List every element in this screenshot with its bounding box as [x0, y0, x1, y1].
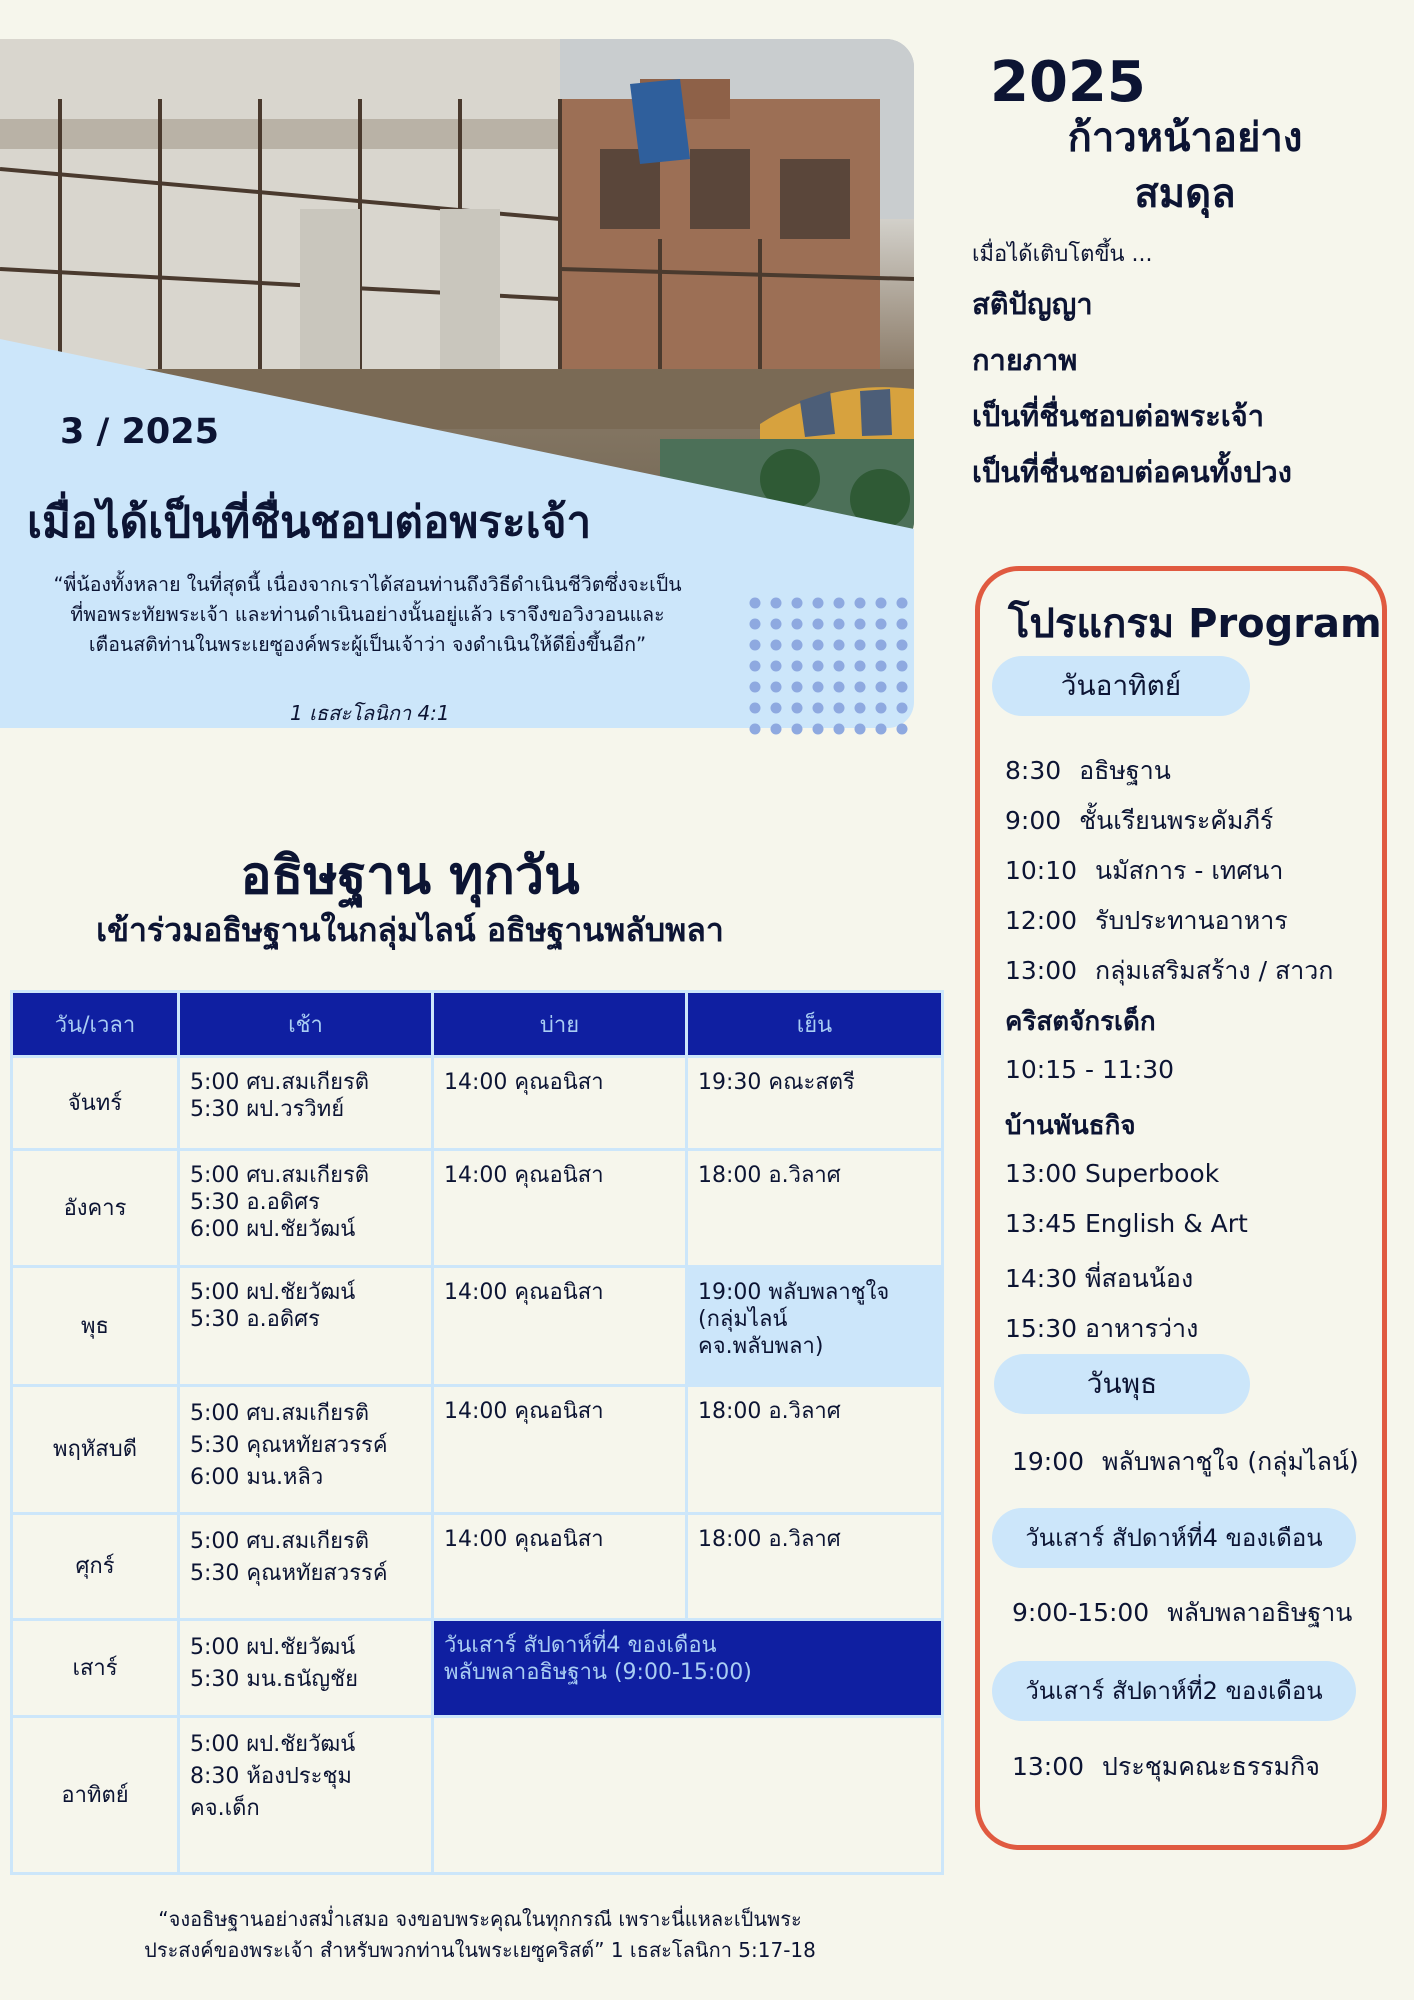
verse-reference: 1 เธสะโลนิกา 4:1 [290, 701, 450, 725]
cell-line: 5:00 ศบ.สมเกียรติ [190, 1070, 370, 1095]
empty-cell [433, 1717, 943, 1874]
prayer-schedule-table [10, 990, 944, 1875]
program-row [1012, 1747, 1320, 1787]
program-activity: อธิษฐาน [1079, 756, 1171, 785]
program-time: 19:00 [1012, 1447, 1085, 1476]
program-box [975, 566, 1387, 1850]
cell-line: 18:00 อ.วิลาศ [698, 1399, 841, 1424]
cell-line: 14:00 คุณอนิสา [444, 1527, 604, 1552]
program-row [1012, 1442, 1359, 1482]
cell-line: 5:00 ศบ.สมเกียรติ [190, 1529, 370, 1554]
cell-line: 14:00 คุณอนิสา [444, 1280, 604, 1305]
table-row [12, 1717, 943, 1874]
theme-year: 2025 [990, 50, 1146, 115]
program-time: 10:10 [1005, 856, 1078, 885]
table-row [12, 1057, 943, 1150]
mission-row: 13:45 English & Art [1005, 1209, 1248, 1238]
verse-line: ที่พอพระทัยพระเจ้า และท่านดำเนินอย่างนั้นอยู่แล้ว เราจึงขอวิงวอนและ [70, 603, 665, 626]
cell-line: คจ.เด็ก [190, 1796, 260, 1821]
growth-item: เป็นที่ชื่นชอบต่อคนทั้งปวง [972, 455, 1292, 489]
table-row [12, 1386, 943, 1514]
wednesday-pill: วันพุธ [994, 1354, 1250, 1414]
program-activity: ประชุมคณะธรรมกิจ [1102, 1752, 1320, 1781]
program-row [1012, 1593, 1352, 1633]
verse-line: “พี่น้องทั้งหลาย ในที่สุดนี้ เนื่องจากเราได้สอนท่านถึงวิธีดำเนินชีวิตซึ่งจะเป็น [53, 573, 682, 596]
growth-item: สติปัญญา [972, 287, 1093, 321]
cell-line: 18:00 อ.วิลาศ [698, 1527, 841, 1552]
cell-line: พลับพลาอธิษฐาน (9:00-15:00) [444, 1660, 752, 1685]
cell-line: 5:30 อ.อดิศร [190, 1190, 320, 1215]
cell-line: 14:00 คุณอนิสา [444, 1399, 604, 1424]
cell-line: 5:00 ศบ.สมเกียรติ [190, 1401, 370, 1426]
verse-text [30, 570, 705, 660]
cell-line: 5:00 ศบ.สมเกียรติ [190, 1163, 370, 1188]
column-header: เช้า [179, 992, 433, 1057]
cell-line: 5:30 อ.อดิศร [190, 1307, 320, 1332]
cell-line: คจ.พลับพลา) [698, 1334, 824, 1359]
saturday-week2-pill: วันเสาร์ สัปดาห์ที่2 ของเดือน [992, 1661, 1356, 1721]
morning-cell [179, 1057, 433, 1150]
program-row [1005, 901, 1288, 941]
cell-line: 8:30 ห้องประชุม [190, 1764, 352, 1789]
morning-cell [179, 1150, 433, 1267]
day-cell: จันทร์ [12, 1057, 179, 1150]
day-cell: อังคาร [12, 1150, 179, 1267]
growth-list [972, 280, 1292, 504]
table-row [12, 1620, 943, 1717]
cell-line: 5:30 คุณหทัยสวรรค์ [190, 1433, 388, 1458]
growth-lead: เมื่อได้เติบโตขึ้น ... [972, 242, 1153, 267]
mission-row: 15:30 อาหารว่าง [1005, 1314, 1199, 1343]
evening-cell-highlight [687, 1267, 943, 1386]
cell-line: 6:00 มน.หลิว [190, 1465, 324, 1490]
sunday-pill: วันอาทิตย์ [992, 656, 1250, 716]
table-row [12, 1514, 943, 1620]
cell-line: 5:00 ผป.ชัยวัฒน์ [190, 1280, 356, 1305]
cell-line: 18:00 อ.วิลาศ [698, 1163, 841, 1188]
quote-line: “จงอธิษฐานอย่างสม่ำเสมอ จงขอบพระคุณในทุกกรณี เพราะนี่แหละเป็นพระ [158, 1907, 802, 1931]
morning-cell [179, 1717, 433, 1874]
evening-cell [687, 1150, 943, 1267]
kids-church-time: 10:15 - 11:30 [1005, 1055, 1175, 1084]
table-row [12, 1267, 943, 1386]
cell-line: 5:30 ผป.วรวิทย์ [190, 1097, 345, 1122]
theme-line: ก้าวหน้าอย่าง [1067, 115, 1303, 161]
day-cell: เสาร์ [12, 1620, 179, 1717]
column-header: วัน/เวลา [12, 992, 179, 1057]
afternoon-cell [433, 1386, 687, 1514]
footer-quote [100, 1904, 860, 1966]
cell-line: 19:00 พลับพลาชูใจ [698, 1280, 890, 1305]
program-activity: พลับพลาอธิษฐาน [1167, 1598, 1353, 1627]
quote-line: ประสงค์ของพระเจ้า สำหรับพวกท่านในพระเยซูคริสต์” 1 เธสะโลนิกา 5:17-18 [144, 1938, 816, 1962]
program-activity: รับประทานอาหาร [1095, 906, 1288, 935]
saturday-week4-pill: วันเสาร์ สัปดาห์ที่4 ของเดือน [992, 1508, 1356, 1568]
program-activity: ชั้นเรียนพระคัมภีร์ [1079, 806, 1274, 835]
program-time: 12:00 [1005, 906, 1078, 935]
cell-line: 5:30 คุณหทัยสวรรค์ [190, 1561, 388, 1586]
program-row [1005, 951, 1333, 991]
dot-pattern-icon [749, 597, 909, 747]
table-header-row [12, 992, 943, 1057]
evening-cell [687, 1514, 943, 1620]
day-cell: ศุกร์ [12, 1514, 179, 1620]
growth-item: เป็นที่ชื่นชอบต่อพระเจ้า [972, 399, 1264, 433]
hero-title: เมื่อได้เป็นที่ชื่นชอบต่อพระเจ้า [27, 497, 592, 548]
evening-cell [687, 1386, 943, 1514]
program-activity: พลับพลาชูใจ (กลุ่มไลน์) [1102, 1447, 1359, 1476]
cell-line: 5:00 ผป.ชัยวัฒน์ [190, 1635, 356, 1660]
program-time: 13:00 [1005, 956, 1078, 985]
mission-row: 13:00 Superbook [1005, 1159, 1220, 1188]
cell-line: 5:00 ผป.ชัยวัฒน์ [190, 1732, 356, 1757]
cell-line: (กลุ่มไลน์ [698, 1307, 788, 1332]
prayer-subtitle: เข้าร่วมอธิษฐานในกลุ่มไลน์ อธิษฐานพลับพลา [96, 911, 724, 949]
day-cell: อาทิตย์ [12, 1717, 179, 1874]
afternoon-cell [433, 1057, 687, 1150]
program-title: โปรแกรม Program [1008, 601, 1382, 647]
hero-section [0, 39, 914, 728]
cell-line: 19:30 คณะสตรี [698, 1070, 855, 1095]
program-row [1005, 801, 1273, 841]
morning-cell [179, 1386, 433, 1514]
evening-cell [687, 1057, 943, 1150]
table-row [12, 1150, 943, 1267]
program-time: 9:00-15:00 [1012, 1598, 1150, 1627]
program-row [1005, 751, 1171, 791]
mission-house-label: บ้านพันธกิจ [1005, 1111, 1136, 1141]
kids-church-label: คริสตจักรเด็ก [1005, 1007, 1156, 1037]
cell-line: 14:00 คุณอนิสา [444, 1163, 604, 1188]
afternoon-cell [433, 1267, 687, 1386]
program-row [1005, 851, 1283, 891]
saturday-merged-cell [433, 1620, 943, 1717]
cell-line: วันเสาร์ สัปดาห์ที่4 ของเดือน [444, 1633, 717, 1658]
program-activity: กลุ่มเสริมสร้าง / สาวก [1095, 956, 1334, 985]
verse-line: เตือนสติท่านในพระเยซูองค์พระผู้เป็นเจ้าว่า จงดำเนินให้ดียิ่งขึ้นอีก” [88, 633, 647, 656]
mission-row: 14:30 พี่สอนน้อง [1005, 1264, 1194, 1293]
afternoon-cell [433, 1514, 687, 1620]
program-time: 13:00 [1012, 1752, 1085, 1781]
column-header: เย็น [687, 992, 943, 1057]
morning-cell [179, 1620, 433, 1717]
growth-item: กายภาพ [972, 343, 1078, 377]
column-header: บ่าย [433, 992, 687, 1057]
day-cell: พฤหัสบดี [12, 1386, 179, 1514]
morning-cell [179, 1514, 433, 1620]
program-time: 9:00 [1005, 806, 1062, 835]
theme-title [1030, 110, 1340, 222]
afternoon-cell [433, 1150, 687, 1267]
cell-line: 6:00 ผป.ชัยวัฒน์ [190, 1217, 356, 1242]
program-time: 8:30 [1005, 756, 1062, 785]
morning-cell [179, 1267, 433, 1386]
cell-line: 5:30 มน.ธนัญชัย [190, 1667, 358, 1692]
day-cell: พุธ [12, 1267, 179, 1386]
prayer-title: อธิษฐาน ทุกวัน [240, 846, 580, 906]
cell-line: 14:00 คุณอนิสา [444, 1070, 604, 1095]
theme-line: สมดุล [1134, 171, 1236, 217]
issue-number: 3 / 2025 [60, 412, 219, 452]
program-activity: นมัสการ - เทศนา [1095, 856, 1284, 885]
